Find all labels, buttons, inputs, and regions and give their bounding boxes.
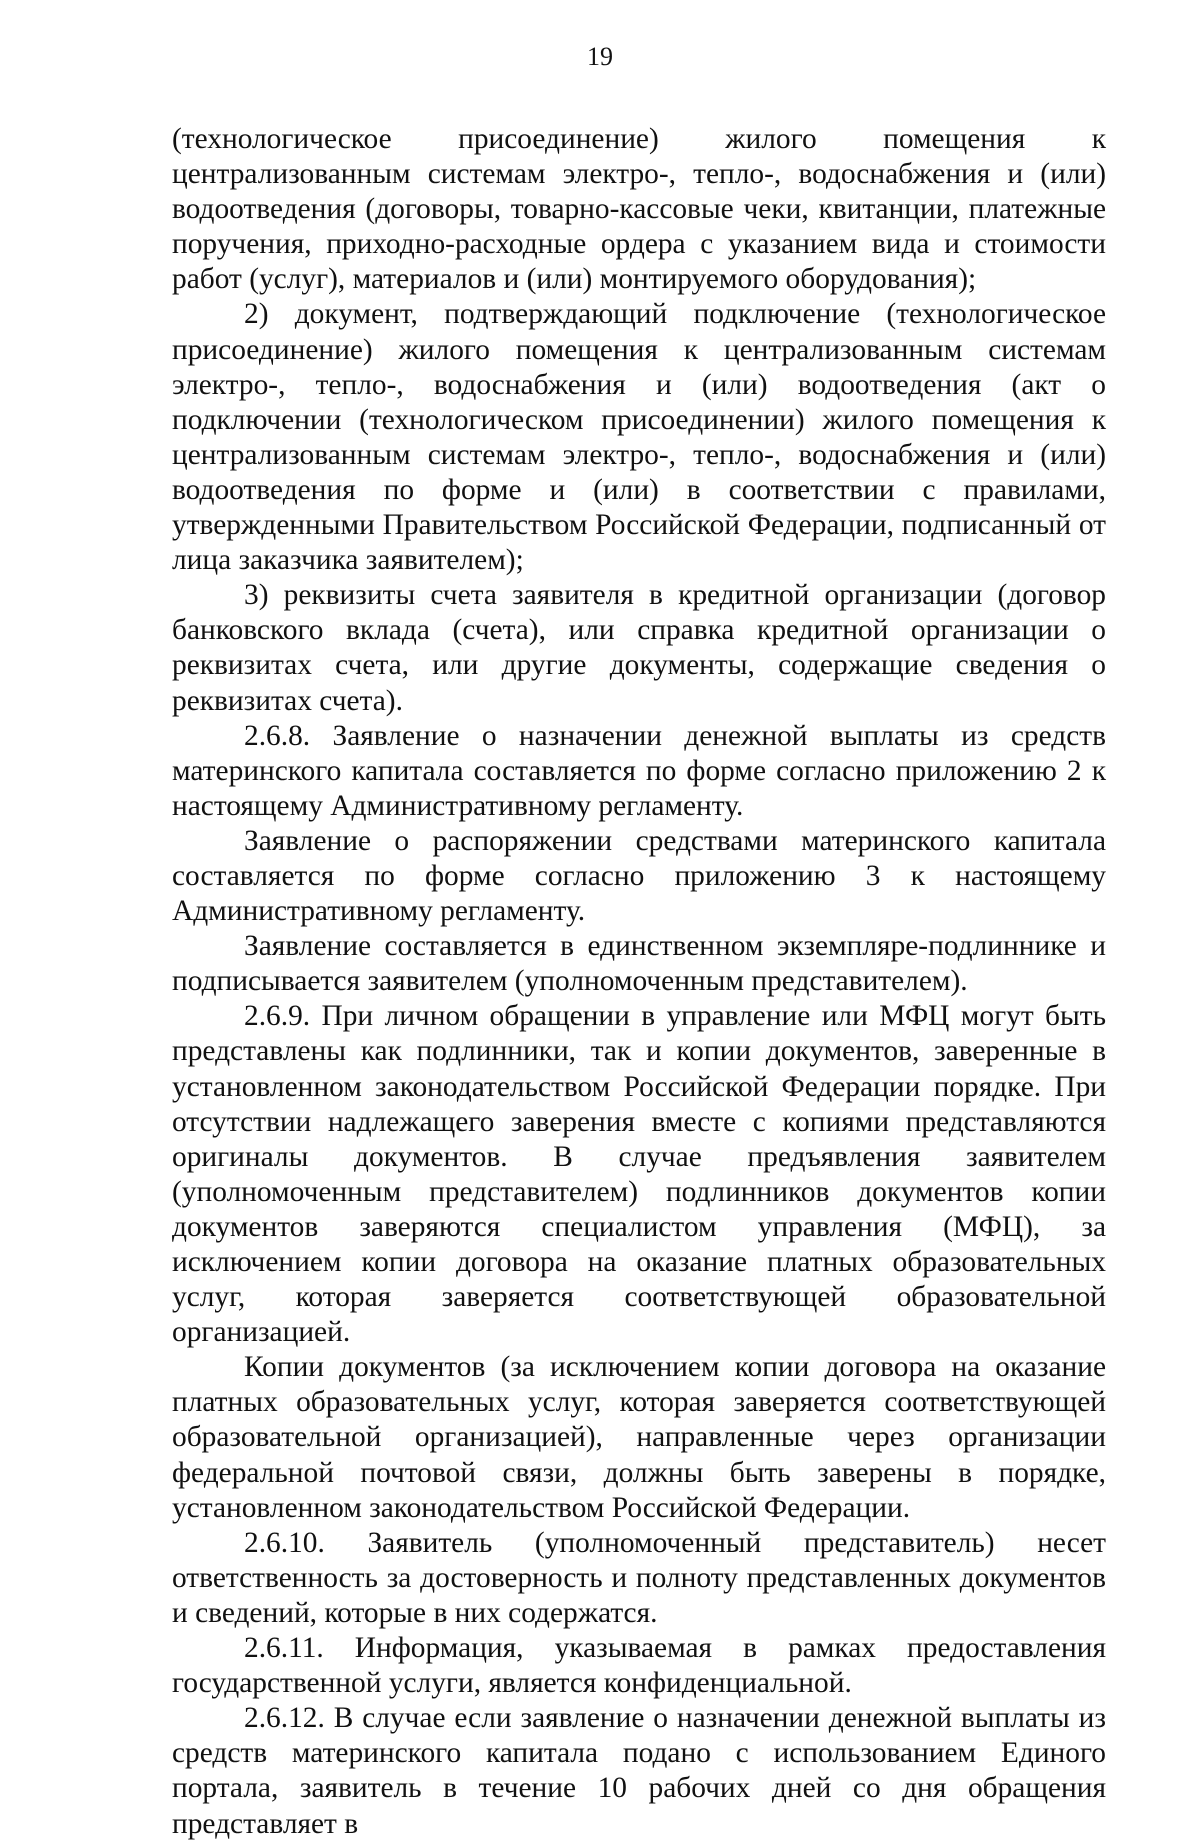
paragraph-2-6-8: 2.6.8. Заявление о назначении денежной выплаты из средств материнского капитала составляется по форме согласно приложению 2 к настоящему Административному регламенту. bbox=[172, 719, 1106, 822]
document-body bbox=[172, 122, 1106, 1842]
paragraph-application-single-copy: Заявление составляется в единственном экземпляре-подлиннике и подписывается заявителем (уполномоченным представителем). bbox=[172, 930, 1106, 998]
paragraph-2-6-10: 2.6.10. Заявитель (уполномоченный представитель) несет ответственность за достоверность и полноту представленных документов и сведений, которые в них содержатся. bbox=[172, 1526, 1106, 1629]
paragraph-2: 2) документ, подтверждающий подключение (технологическое присоединение) жилого помещения к централизованным системам электро-, тепло-, водоснабжения и (или) водоотведения (акт о подключении (технологическом присоединении) жилого помещения к централизованным системам электро-, тепло-, водоснабжения и (или) водоотведения по форме и (или) в соответствии с правилами, утвержденными Правительством Российской Федерации, подписанный от лица заказчика заявителем); bbox=[172, 298, 1106, 577]
page-number: 19 bbox=[587, 42, 613, 71]
paragraph-copies-postal: Копии документов (за исключением копии договора на оказание платных образовательных услуг, которая заверяется соответствующей образовательной организацией), направленные через организации федеральной почтовой связи, должны быть заверены в порядке, установленном законодательством Российской Федерации. bbox=[172, 1351, 1106, 1524]
paragraph-application-disposal: Заявление о распоряжении средствами материнского капитала составляется по форме согласно приложению 3 к настоящему Административному регламенту. bbox=[172, 824, 1106, 928]
paragraph-2-6-11: 2.6.11. Информация, указываемая в рамках предоставления государственной услуги, является конфиденциальной. bbox=[172, 1632, 1106, 1700]
paragraph-3: 3) реквизиты счета заявителя в кредитной организации (договор банковского вклада (счета), или справка кредитной организации о реквизитах счета, или другие документы, содержащие сведения о реквизитах счета). bbox=[172, 579, 1106, 717]
paragraph-2-6-9: 2.6.9. При личном обращении в управление или МФЦ могут быть представлены как подлинники, так и копии документов, заверенные в установленном законодательством Российской Федерации порядке. При отсутствии надлежащего заверения вместе с копиями представляются оригиналы документов. В случае предъявления заявителем (уполномоченным представителем) подлинников документов копии документов заверяются специалистом управления (МФЦ), за исключением копии договора на оказание платных образовательных услуг, которая заверяется соответствующей образовательной организацией. bbox=[172, 1000, 1106, 1349]
paragraph-2-6-12: 2.6.12. В случае если заявление о назначении денежной выплаты из средств материнского капитала подано с использованием Единого портала, заявитель в течение 10 рабочих дней со дня обращения представляет в bbox=[172, 1702, 1106, 1840]
paragraph-1: (технологическое присоединение) жилого помещения к централизованным системам электро-, тепло-, водоснабжения и (или) водоотведения (договоры, товарно-кассовые чеки, квитанции, платежные поручения, приходно-расходные ордера с указанием вида и стоимости работ (услуг), материалов и (или) монтируемого оборудования); bbox=[172, 123, 1106, 296]
